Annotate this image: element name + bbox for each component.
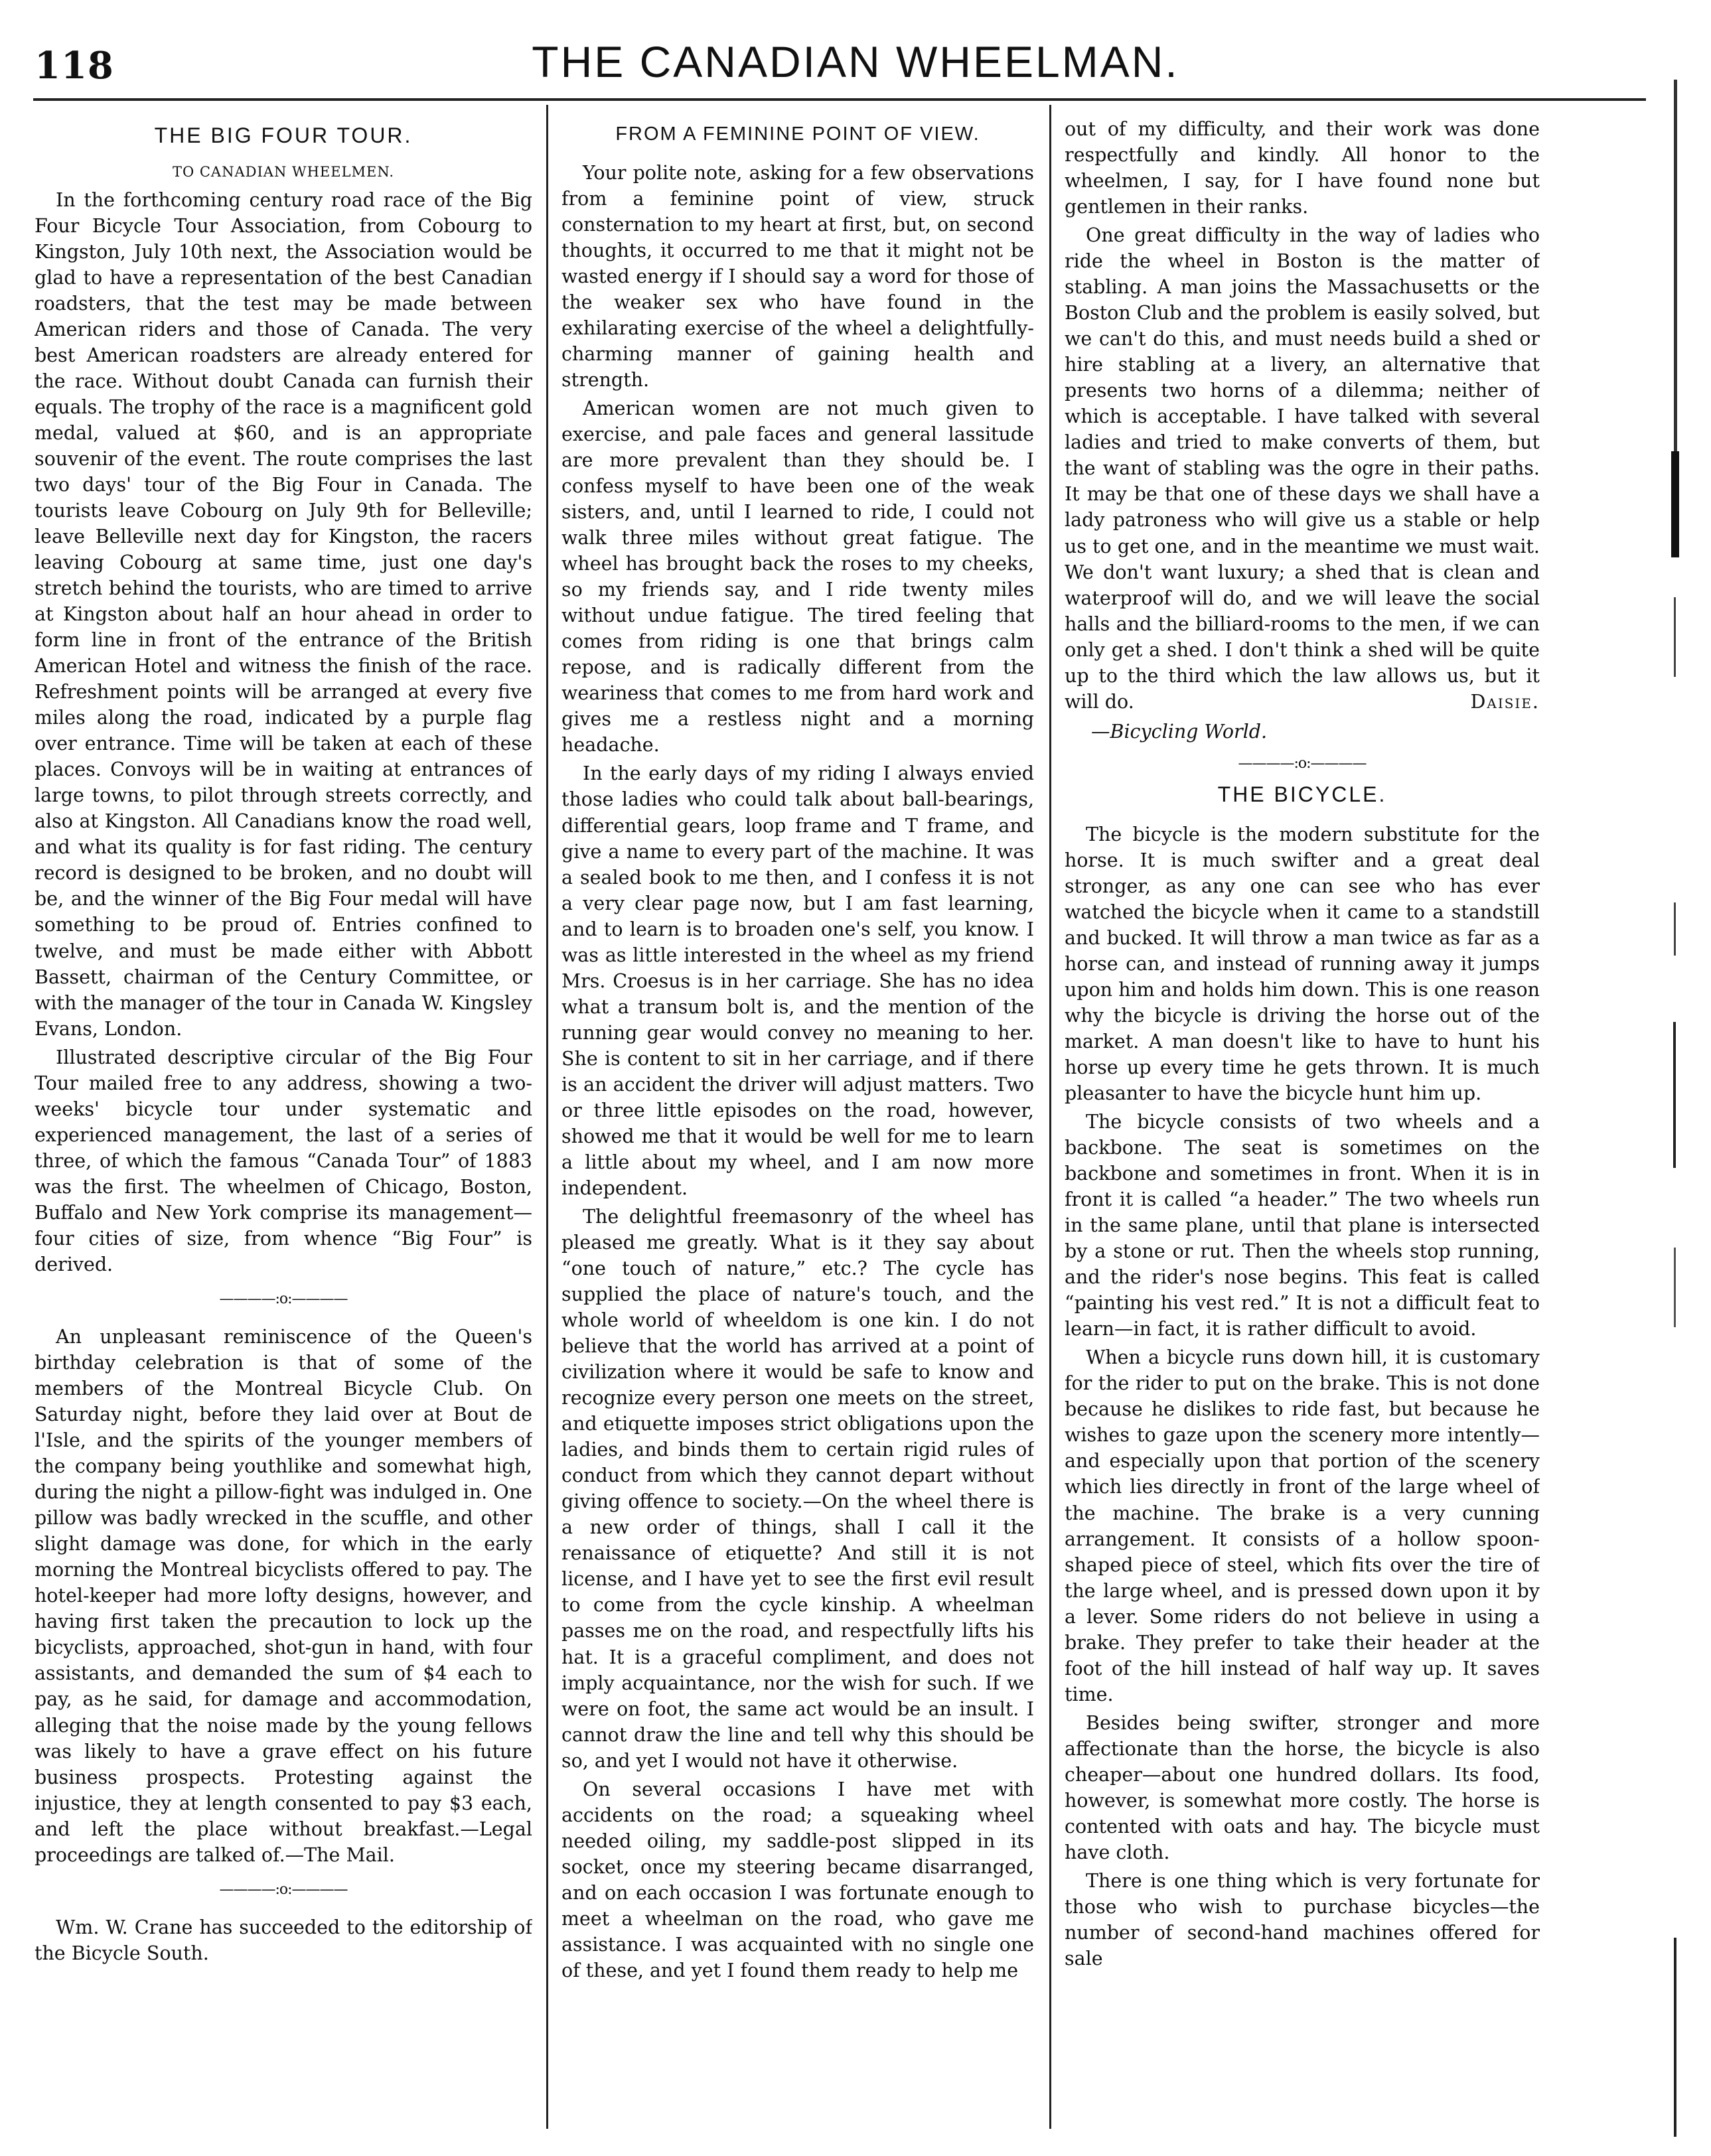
column-3 [1065,116,1540,2127]
paragraph: When a bicycle runs down hill, it is customary for the rider to put on the brake. This is not done because he dislikes to ride fast, but because he wishes to gaze upon the scenery more intently—and especially upon that portion of the scenery which lies directly in front of the large wheel of the machine. The brake is a very cunning arrangement. It consists of a hollow spoon-shaped piece of steel, which fits over the tire of the large wheel, and is pressed down upon it by a lever. Some riders do not believe in using a brake. They prefer to take their header at the foot of the hill instead of half way up. It saves time. [1065,1346,1540,1705]
article-subtitle: TO CANADIAN WHEELMEN. [172,163,395,180]
paragraph: Your polite note, asking for a few observations from a feminine point of view, struck consternation to my heart at first, but, on second thoughts, it occurred to me that it might not be wasted energy if I should say a word for those of the weaker sex who have found in the exhilarating exercise of the wheel a delightfully-charming manner of gaining health and strength. [561,161,1034,391]
paragraph: Besides being swifter, stronger and more affectionate than the horse, the bicycle is also cheaper—about one hundred dollars. Its food, however, is somewhat more costly. The horse is contented with oats and hay. The bicycle must have cloth. [1065,1711,1540,1863]
paragraph: In the early days of my riding I always envied those ladies who could talk about ball-bearings, differential gears, loop frame and T frame, and give a name to every part of the machine. It was a sealed book to me then, and I confess it is not a very clear page now, but I am fast learning, and to learn is to broaden one's self, you know. I was as little interested in the wheel as my friend Mrs. Croesus is in her carriage. She has no idea what a transum bolt is, and the mention of the running gear would convey no meaning to her. She is content to sit in her carriage, and if there is an accident the driver will adjust matters. Two or three little episodes on the road, however, showed me that it would be well for me to learn a little about my wheel, and I am now more independent. [561,762,1034,1199]
column-divider-1 [546,105,548,2129]
margin-mark [1674,597,1676,677]
paragraph: The delightful freemasonry of the wheel has pleased me greatly. What is it they say about “one touch of nature,” etc.? The cycle has supplied the place of nature's touch, and the whole world of wheeldom is one kin. I do not believe that the world has arrived at a point of civilization where it would be safe to know and recognize every person one meets on the street, and etiquette imposes strict obligations upon the ladies, and binds them to certain rigid rules of conduct from which they cannot depart without giving offence to society.—On the wheel there is a new order of things, shall I call it the renaissance of etiquette? And still it is not license, and I have yet to see the first evil result to come from the cycle kinship. A wheelman passes me on the road, and respectfully lifts his hat. It is a graceful compliment, and does not imply acquaintance, nor the wish for such. If we were on foot, the same act would be an insult. I cannot draw the line and tell why this should be so, and yet I would not have it otherwise. [561,1205,1034,1772]
masthead: THE CANADIAN WHEELMAN. [532,37,1179,86]
column-1 [35,116,532,2127]
paragraph: On several occasions I have met with accidents on the road; a squeaking wheel needed oiling, my saddle-post slipped in its socket, once my steering became disarranged, and on each occasion I was fortunate enough to meet a wheelman on the road, who gave me assistance. I was acquainted with no single one of these, and yet I found them ready to help me [561,1778,1034,1981]
paragraph [1065,222,1540,715]
article-title-big-four-tour: THE BIG FOUR TOUR. [154,123,413,147]
scan-margin-marks [1659,80,1686,2137]
column-2 [561,116,1034,2127]
column-divider-2 [1049,105,1051,2129]
separator: ————:o:———— [219,1881,348,1898]
paragraph: Illustrated descriptive circular of the Big Four Tour mailed free to any address, showing a two-weeks' bicycle tour under systematic and experienced management, the last of a series of three, of which the famous “Canada Tour” of 1883 was the first. The wheelmen of Chicago, Boston, Buffalo and New York comprise its management—four cities of size, from whence “Big Four” is derived. [35,1046,532,1275]
margin-mark [1671,451,1679,557]
paragraph: The bicycle consists of two wheels and a backbone. The seat is sometimes on the backbone and sometimes in front. When it is in front it is called “a header.” The two wheels run in the same plane, until that plane is intersected by a stone or rut. Then the wheels stop running, and the rider's nose begins. This feat is called “painting his vest red.” It is not a difficult feat to learn—in fact, it is rather difficult to avoid. [1065,1111,1540,1340]
separator: ————:o:———— [1238,755,1367,772]
margin-mark [1674,902,1676,956]
paragraph: American women are not much given to exercise, and pale faces and general lassitude are more prevalent than they should be. I confess myself to have been one of the weak sisters, and, until I learned to ride, I could not walk three miles without great fatigue. The wheel has brought back the roses to my cheeks, so my friends say, and I ride twenty miles without undue fatigue. The tired feeling that comes from riding is one that brings calm repose, and is radically different from the weariness that comes to me from hard work and gives me a restless night and a morning headache. [561,397,1034,756]
margin-mark [1673,1022,1676,1168]
paragraph: out of my difficulty, and their work was done respectfully and kindly. All honor to the wheelmen, I say, for I have found none but gentlemen in their ranks. [1065,118,1540,218]
page-number: 118 [35,44,114,88]
margin-mark [1674,1248,1676,1327]
paragraph: In the forthcoming century road race of the Big Four Bicycle Tour Association, from Cobourg to Kingston, July 10th next, the Association would be glad to have a representation of the best Canadian roadsters, that the test may be made between American riders and those of Canada. The very best American roadsters are already entered for the race. Without doubt Canada can furnish their equals. The trophy of the race is a magnificent gold medal, valued at $60, and is an appropriate souvenir of the event. The route comprises the last two days' tour of the Big Four in Canada. The tourists leave Cobourg on July 9th for Belleville; leave Belleville next day for Kingston, the racers leaving Cobourg at same time, just one day's stretch behind the tourists, who are timed to arrive at Kingston about half an hour ahead in order to form line in front of the entrance of the British American Hotel and witness the finish of the race. Refreshment points will be arranged at every five miles along the road, indicated by a purple flag over entrance. Time will be taken at each of these places. Convoys will be in waiting at entrances of large towns, to pilot through streets correctly, and also at Kingston. All Canadians know the road well, and what its quality is for fast riding. The century record is designed to be broken, and no doubt will be, and the winner of the Big Four medal will have something to be proud of. Entries confined to twelve, and must be made either with Abbott Bassett, chairman of the Century Committee, or with the manager of the tour in Canada W. Kingsley Evans, London. [35,188,532,1040]
margin-mark [1674,1938,1676,2137]
article-title-the-bicycle: THE BICYCLE. [1217,782,1387,806]
paragraph: There is one thing which is very fortunate for those who wish to purchase bicycles—the number of second-hand machines offered for sale [1065,1869,1540,1970]
separator: ————:o:———— [219,1290,348,1307]
signature: Daisie. [1470,690,1540,713]
paragraph-text: One great difficulty in the way of ladies who ride the wheel in Boston is the matter of stabling. A man joins the Massachusetts or the Boston Club and the problem is easily solved, but we can't do this, and must needs build a shed or hire stabling at a livery, an alternative that presents two horns of a dilemma; neither of which is acceptable. I have talked with several ladies and tried to make converts of them, but the want of stabling was the ogre in their paths. It may be that one of these days we shall have a lady patroness who will give us a stable or help us to get one, and in the meantime we must wait. We don't want luxury; a shed that is clean and waterproof will do, and we will leave the social halls and the billiard-rooms to the men, if we can only get a shed. I don't think a shed will be quite up to the third which the law allows us, but it will do. [1065,224,1540,713]
article-title-feminine-point-of-view: FROM A FEMININE POINT OF VIEW. [615,123,980,145]
paragraph: Wm. W. Crane has succeeded to the editorship of the Bicycle South. [35,1916,532,1964]
paragraph: An unpleasant reminiscence of the Queen's birthday celebration is that of some of the members of the Montreal Bicycle Club. On Saturday night, before they laid over at Bout de l'Isle, and the spirits of the younger members of the company being youthlike and somewhat high, during the night a pillow-fight was indulged in. One pillow was badly wrecked in the scuffle, and other slight damage was done, for which in the early morning the Montreal bicyclists offered to pay. The hotel-keeper had more lofty designs, however, and having first taken the precaution to lock up the bicyclists, approached, shot-gun in hand, with four assistants, and demanded the sum of $4 each to pay, as he said, for damage and accommodation, alleging that the noise made by the young fellows was likely to have a grave effect on his future business prospects. Protesting against the injustice, they at length consented to pay $3 each, and left the place without breakfast.—Legal proceedings are talked of.—The Mail. [35,1326,532,1866]
header-rule [33,98,1646,101]
paragraph: The bicycle is the modern substitute for the horse. It is much swifter and a great deal stronger, as any one can see who has ever watched the bicycle when it came to a standstill and bucked. It will throw a man twice as far as a horse can, and instead of running away it jumps upon him and holds him down. This is one reason why the bicycle is driving the horse out of the market. A man doesn't like to have to hunt his horse up every time he gets thrown. It is much pleasanter to have the bicycle hunt him up. [1065,823,1540,1105]
source-credit: —Bicycling World. [1091,720,1268,743]
